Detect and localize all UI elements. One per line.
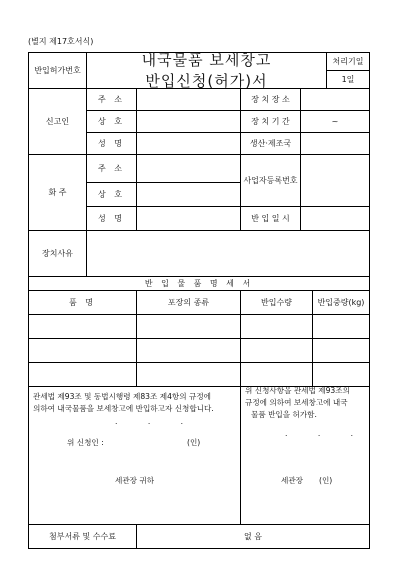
declarant-section-label: 신고인 xyxy=(29,89,87,155)
entry-date-label: 반 입 일 시 xyxy=(241,207,301,231)
storage-reason-field[interactable] xyxy=(87,231,369,277)
declaration-line1: 관세법 제93조 및 동법시행령 제83조 제4항의 규정에 xyxy=(33,392,212,401)
approval-signer: 세관장 xyxy=(281,476,304,485)
declaration-text xyxy=(33,391,239,415)
form-title-line2: 반입신청(허가)서 xyxy=(145,71,268,90)
applicant-seal: (인) xyxy=(187,438,201,447)
entry-date-field[interactable] xyxy=(301,207,369,231)
declaration-line2: 의하여 내국물품을 보세창고에 반입하고자 신청합니다. xyxy=(33,404,214,414)
form-title xyxy=(87,53,327,89)
business-number-field[interactable] xyxy=(301,155,369,207)
permit-number-label: 반입허가번호 xyxy=(29,53,87,89)
declarant-trade-name-label: 상 호 xyxy=(87,111,137,133)
owner-address-label: 주 소 xyxy=(87,155,137,183)
table-cell[interactable] xyxy=(137,315,241,339)
table-cell[interactable] xyxy=(29,363,137,387)
attachments-label: 첨부서류 및 수수료 xyxy=(29,525,137,548)
declaration-date-dots: . . . xyxy=(115,417,198,426)
storage-place-field[interactable] xyxy=(301,89,369,111)
table-cell[interactable] xyxy=(313,363,369,387)
declarant-address-field[interactable] xyxy=(137,89,241,111)
approval-line1: 위 신청사항을 관세법 제93조의 xyxy=(245,386,350,395)
owner-name-field[interactable] xyxy=(137,207,241,231)
goods-table-title: 반 입 물 품 명 세 서 xyxy=(29,277,369,291)
approval-text xyxy=(245,385,369,421)
owner-section-label: 화 주 xyxy=(29,155,87,231)
approval-line2: 규정에 의하여 보세창고에 내국 xyxy=(245,398,348,408)
addressee: 세관장 귀하 xyxy=(115,476,155,485)
processing-period-label: 처리기일 xyxy=(327,53,369,71)
applicant-label: 위 신청인 : xyxy=(67,438,104,447)
declarant-trade-name-field[interactable] xyxy=(137,111,241,133)
column-header-quantity: 반입수량 xyxy=(241,291,313,315)
approval-date-dots: . . . xyxy=(285,429,368,438)
owner-name-label: 성 명 xyxy=(87,207,137,231)
table-cell[interactable] xyxy=(29,315,137,339)
table-cell[interactable] xyxy=(137,339,241,363)
origin-country-field[interactable] xyxy=(301,133,369,155)
table-cell[interactable] xyxy=(313,339,369,363)
owner-trade-name-field[interactable] xyxy=(137,183,241,207)
form-number-label: (별지 제17호서식) xyxy=(28,37,94,46)
table-cell[interactable] xyxy=(313,315,369,339)
approval-line3: 물품 반입을 허가함. xyxy=(251,410,317,420)
business-number-label: 사업자등록번호 xyxy=(241,155,301,207)
storage-period-field[interactable]: ~ xyxy=(301,111,369,133)
processing-period-value: 1일 xyxy=(327,71,369,89)
column-header-packaging: 포장의 종류 xyxy=(137,291,241,315)
application-form xyxy=(28,52,370,549)
storage-period-label: 장 치 기 간 xyxy=(241,111,301,133)
storage-place-label: 장 치 장 소 xyxy=(241,89,301,111)
declarant-address-label: 주 소 xyxy=(87,89,137,111)
attachments-value: 없 음 xyxy=(244,531,262,541)
column-header-item-name: 품 명 xyxy=(29,291,137,315)
table-cell[interactable] xyxy=(241,339,313,363)
owner-trade-name-label: 상 호 xyxy=(87,183,137,207)
table-cell[interactable] xyxy=(241,315,313,339)
storage-reason-label: 장치사유 xyxy=(29,231,87,277)
form-title-line1: 내국물품 보세창고 xyxy=(141,51,272,70)
declarant-name-label: 성 명 xyxy=(87,133,137,155)
column-header-weight: 반입중량(kg) xyxy=(313,291,369,315)
origin-country-label: 생산·제조국 xyxy=(241,133,301,155)
owner-address-field[interactable] xyxy=(137,155,241,183)
declarant-name-field[interactable] xyxy=(137,133,241,155)
approval-seal: (인) xyxy=(319,476,333,485)
table-cell[interactable] xyxy=(241,363,313,387)
table-cell[interactable] xyxy=(29,339,137,363)
table-cell[interactable] xyxy=(137,363,241,387)
